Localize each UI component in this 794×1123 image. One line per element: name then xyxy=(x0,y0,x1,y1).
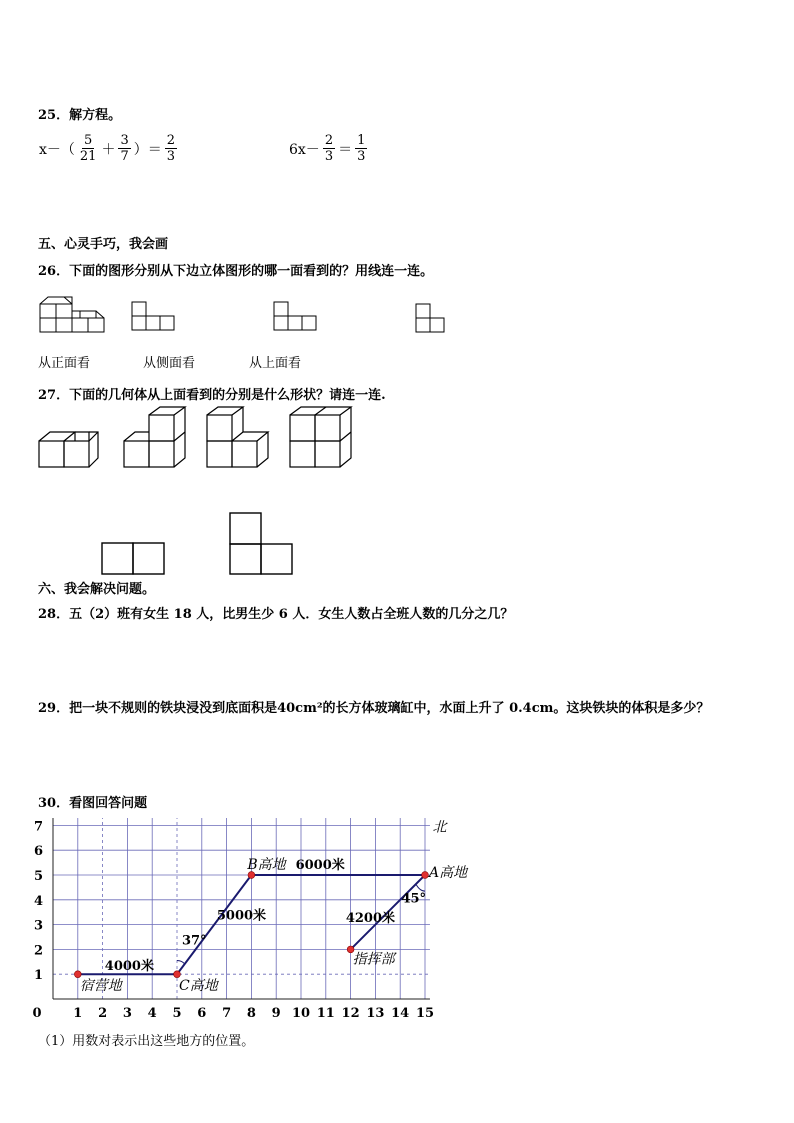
place-label: B高地 xyxy=(247,857,286,873)
q26-solid-figure xyxy=(40,297,104,332)
distance-label: 5000米 xyxy=(216,908,267,924)
q27-solid-4 xyxy=(290,407,351,467)
x-tick-label: 2 xyxy=(98,1006,108,1021)
origin-label: 0 xyxy=(32,1006,42,1021)
x-tick-label: 12 xyxy=(341,1006,360,1021)
y-tick-label: 3 xyxy=(33,918,43,934)
y-tick-label: 6 xyxy=(33,844,43,860)
north-label: 北 xyxy=(432,819,447,836)
q27-solid-1 xyxy=(39,432,98,467)
y-tick-label: 1 xyxy=(33,968,43,984)
y-tick-label: 5 xyxy=(33,869,43,884)
place-marker xyxy=(422,872,429,879)
q30-title: 30．看图回答问题 xyxy=(38,796,148,811)
place-label: C高地 xyxy=(179,978,218,995)
angle-arc xyxy=(416,885,425,891)
q26-view-side xyxy=(274,302,316,330)
q25-equation-1: x－（ $\frac{5}{21}$ ＋ $\frac{3}{7}$ ）＝ $\frac{2}{3}$ xyxy=(39,133,176,164)
place-label: A高地 xyxy=(429,865,468,881)
y-tick-label: 2 xyxy=(33,943,43,959)
q26-view-top xyxy=(416,304,444,332)
place-label: 宿营地 xyxy=(79,978,122,995)
x-tick-label: 1 xyxy=(73,1006,83,1021)
x-tick-label: 13 xyxy=(366,1006,385,1021)
q26-view-label-top: 从上面看 xyxy=(249,356,302,371)
distance-label: 4000米 xyxy=(104,959,154,975)
place-marker xyxy=(74,971,81,978)
q30-sub-question-1: （1）用数对表示出这些地方的位置。 xyxy=(38,1034,255,1049)
x-tick-label: 3 xyxy=(122,1006,132,1021)
x-tick-label: 5 xyxy=(172,1006,182,1021)
x-tick-label: 10 xyxy=(291,1006,311,1021)
x-tick-label: 9 xyxy=(271,1006,281,1021)
angle-label: 45° xyxy=(401,891,427,907)
q26-view-label-front: 从正面看 xyxy=(38,356,91,371)
q26-view-label-side: 从侧面看 xyxy=(143,356,196,371)
q28-title: 28．五（2）班有女生 18 人，比男生少 6 人．女生人数占全班人数的几分之几？ xyxy=(38,607,514,622)
q27-solid-2 xyxy=(124,407,185,467)
section-6-heading: 六、我会解决问题。 xyxy=(38,582,156,597)
x-tick-label: 7 xyxy=(222,1006,232,1021)
x-tick-label: 15 xyxy=(415,1006,435,1021)
q27-title: 27．下面的几何体从上面看到的分别是什么形状？请连一连. xyxy=(38,388,386,403)
y-tick-label: 7 xyxy=(33,819,43,835)
x-tick-label: 11 xyxy=(316,1006,335,1021)
q30-labels xyxy=(32,819,469,1021)
q26-title: 26．下面的图形分别从下边立体图形的哪一面看到的？用线连一连。 xyxy=(38,264,434,279)
q25-title: 25．解方程。 xyxy=(38,108,122,123)
y-tick-label: 4 xyxy=(33,893,43,909)
x-tick-label: 6 xyxy=(197,1006,207,1021)
q26-figures xyxy=(36,286,456,342)
place-marker xyxy=(174,971,181,978)
q27-top-views xyxy=(100,512,296,578)
q27-solid-3 xyxy=(207,407,268,467)
distance-label: 4200米 xyxy=(345,911,396,927)
x-tick-label: 4 xyxy=(147,1006,157,1021)
q27-top-view-b xyxy=(230,513,292,574)
distance-label: 6000米 xyxy=(295,858,345,873)
angle-label: 37° xyxy=(181,933,207,949)
q27-top-view-a xyxy=(102,543,164,574)
q30-map xyxy=(30,812,490,1024)
q29-title: 29．把一块不规则的铁块浸没到底面积是40cm²的长方体玻璃缸中，水面上升了 0.4cm。这块铁块的体积是多少？ xyxy=(38,701,710,716)
section-5-heading: 五、心灵手巧，我会画 xyxy=(38,237,169,252)
q25-equation-2: 6x－ $\frac{2}{3}$ ＝ $\frac{1}{3}$ xyxy=(289,133,366,164)
q26-view-front xyxy=(132,302,174,330)
x-tick-label: 14 xyxy=(391,1006,410,1021)
q27-solids xyxy=(36,406,366,474)
x-tick-label: 8 xyxy=(246,1006,256,1021)
place-label: 指挥部 xyxy=(352,951,395,968)
